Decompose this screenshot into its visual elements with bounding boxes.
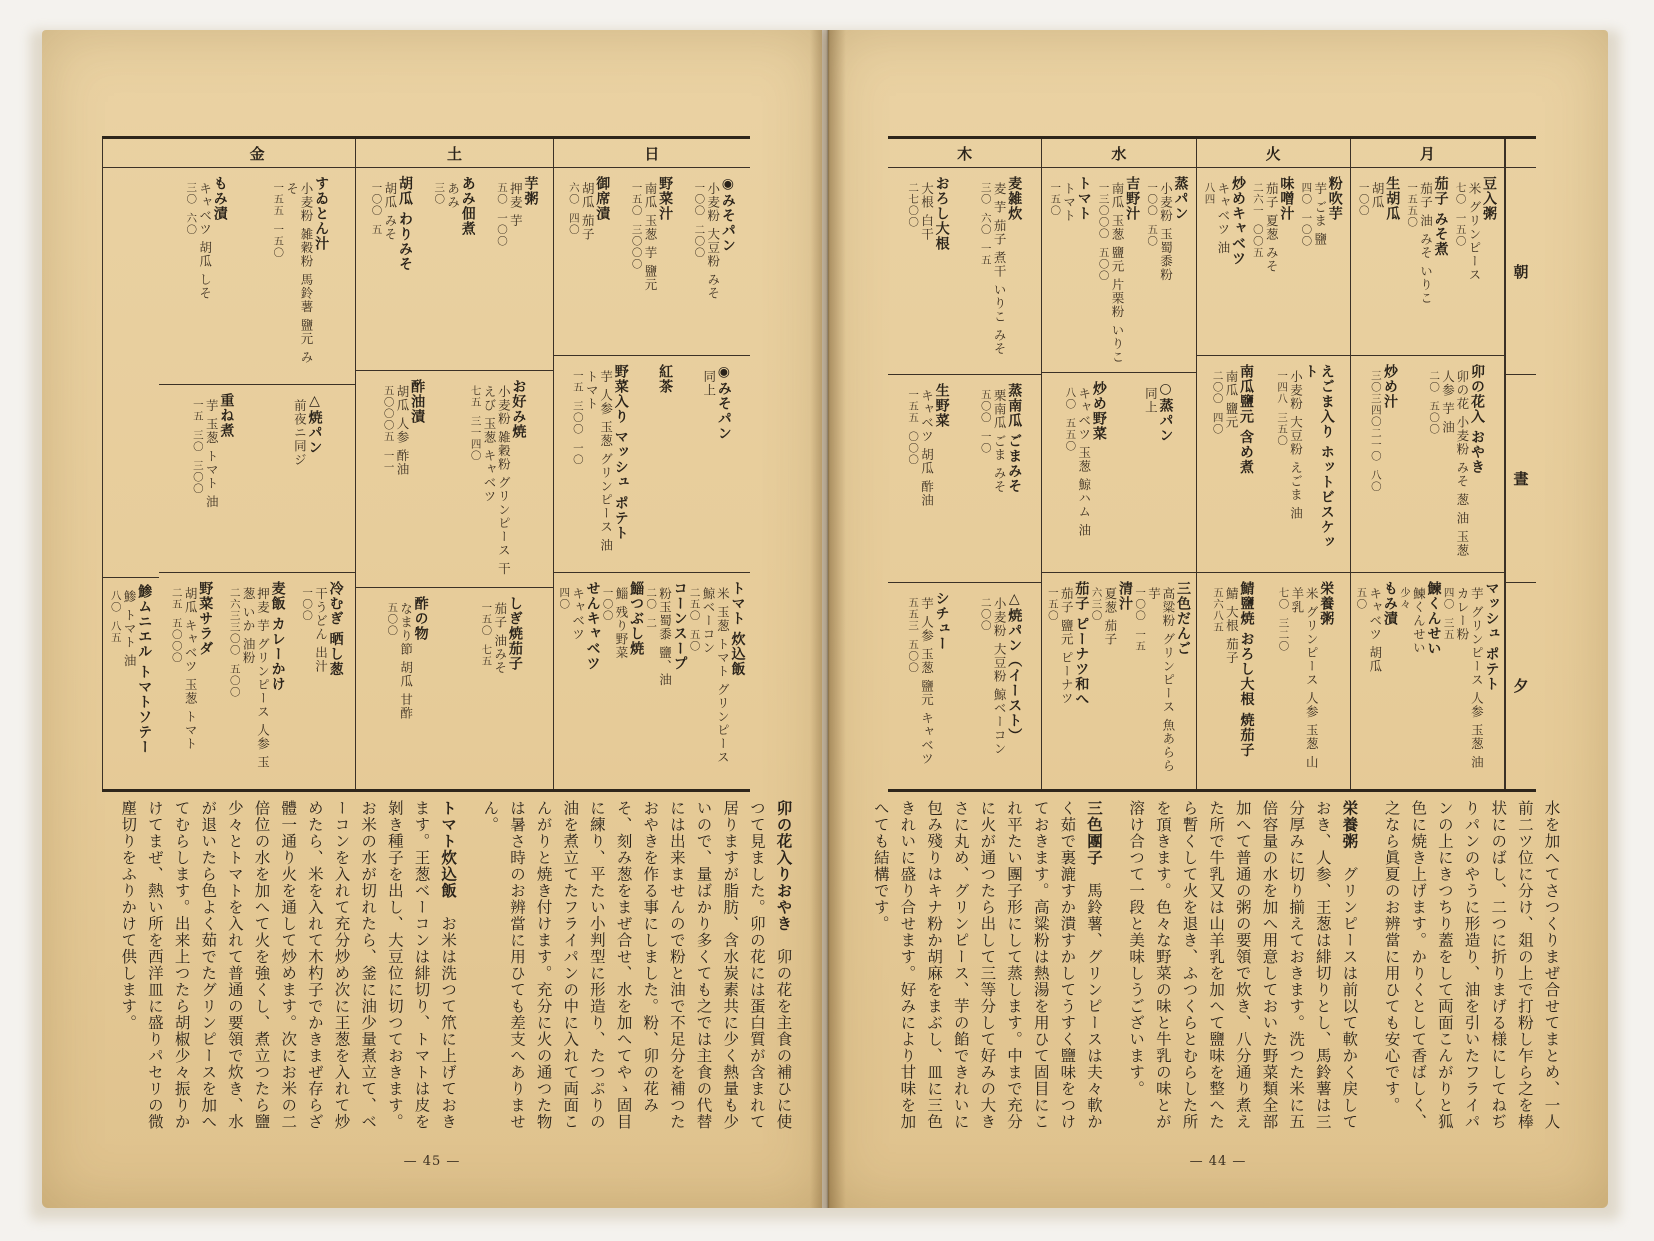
day-header: 木: [888, 139, 1041, 168]
dish-grams: 七〇 一五〇: [1454, 182, 1467, 247]
dish: [701, 364, 731, 564]
page-number: — 44 —: [1189, 1154, 1247, 1169]
dish-name: 卯の花入 おやき: [1468, 364, 1485, 475]
dish-name: 粉吹芋: [1326, 176, 1343, 221]
dish-grams: 一四八 三五〇: [1276, 370, 1289, 447]
right-menu-table: [888, 136, 1536, 792]
dish: [631, 176, 674, 347]
dish-ingredients: 小麦粉 大豆粉 鯨ベーコン: [992, 596, 1008, 756]
dish-name: 三色だんご: [1174, 581, 1191, 656]
dish-ingredients: 高粱粉 グリンピース 魚あらら 芋: [1146, 587, 1176, 773]
dish-grams: 一五 三〇〇 一〇: [571, 370, 584, 466]
dish: [229, 581, 286, 781]
dish-ingredients: 同上: [1143, 386, 1159, 414]
dish-name: あみ佃煮: [459, 176, 476, 236]
dish: [1355, 581, 1398, 781]
lunch-cell: [1042, 373, 1195, 573]
dish-grams: 一五〇 七五: [480, 601, 493, 667]
dish-ingredients: キャベツ 胡瓜 酢油: [919, 389, 935, 508]
extra-col-head: [103, 139, 159, 168]
dish-name: 鰊くんせい: [1425, 581, 1442, 656]
dish: [1276, 364, 1335, 564]
dish-name: 重ね煮: [218, 393, 235, 438]
dish-ingredients: 干うどん 出汁: [313, 587, 329, 673]
dish: [1090, 581, 1133, 781]
dish-grams: 一〇〇 一五: [1134, 587, 1147, 652]
dish-grams: 八四: [1203, 182, 1216, 205]
dish-ingredients: 南瓜 鹽元: [1223, 370, 1239, 429]
dish-grams: 一〇〇 二〇〇: [693, 182, 706, 259]
dish: [602, 581, 645, 781]
dish-ingredients: 大根 白干: [919, 182, 935, 241]
lunch-cell: [554, 356, 750, 573]
dish: [185, 176, 228, 376]
dish: [980, 176, 1023, 366]
dish-ingredients: あみ: [445, 182, 461, 209]
dish-ingredients: 南瓜 玉葱 芋 鹽元: [642, 182, 658, 292]
dish-grams: 二〇 五〇〇: [1428, 370, 1441, 435]
dish-grams: 二〇 二: [645, 587, 658, 629]
dish-name: 味噌汁: [1278, 176, 1295, 221]
dish-name: 茄子 ピーナツ和へ: [1073, 581, 1090, 707]
dish: [1300, 176, 1343, 347]
dish-ingredients: 茄子 夏葱 みそ: [1264, 182, 1280, 273]
day-column-sat: [356, 139, 553, 789]
dish-ingredients: トマト: [1061, 182, 1077, 223]
dish: [558, 581, 601, 781]
dish-ingredients: 同上: [701, 370, 717, 397]
dish-name: 清汁: [1116, 581, 1133, 611]
dish-name: コーンスープ: [671, 581, 688, 671]
dish-ingredients: 茄子 鹽元 ピーナツ: [1059, 587, 1075, 705]
dish-grams: 四〇 三五: [1442, 587, 1455, 641]
dish-name: 酢油漬: [409, 378, 426, 424]
dish: [383, 379, 426, 579]
dish-grams: 六三〇: [1090, 587, 1103, 622]
dish: [1358, 176, 1401, 347]
dish-grams: 五〇〇〇五 一一: [382, 384, 395, 473]
dish-grams: 五〇〇 一〇: [979, 389, 992, 455]
extra-col-blank: [103, 168, 159, 578]
dish-ingredients: キャベツ 油: [1215, 182, 1231, 255]
dish-grams: 一〇〇: [1357, 182, 1370, 217]
dish-name: 胡瓜 わりみそ: [396, 176, 413, 272]
meal-label-head: [1506, 139, 1536, 168]
extra-col-dinner: [103, 578, 159, 789]
dish-name: 生野菜: [933, 383, 950, 429]
dish-name: 野菜入り マッシュ ポテト: [612, 364, 629, 541]
dinner-cell: [1351, 573, 1504, 789]
dish: [1049, 176, 1092, 364]
recipe-heading: 卯の花入りおやき: [774, 800, 793, 932]
dinner-cell: [888, 583, 1041, 789]
dish: [693, 176, 736, 347]
dish-name: 炒めキャベツ: [1229, 176, 1246, 266]
dish: [1455, 176, 1498, 347]
dish-grams: 二〇〇: [979, 596, 992, 632]
dish-ingredients: 鯵 トマト 油: [122, 590, 138, 668]
dish-grams: 三〇 六〇 一五: [979, 182, 992, 266]
recipe-paragraph: [115, 800, 462, 1130]
dish-ingredients: キャベツ: [570, 587, 586, 641]
left-recipe-text: [112, 800, 812, 1130]
dish-name: 酢の物: [412, 595, 429, 641]
dish-name: 炒め汁: [1381, 364, 1398, 409]
dish-grams: 少々: [1398, 587, 1411, 610]
recipe-body: 卯の花を主食の補ひに使つて見ました。卯の花には蛋白質が含まれて居りますが脂肪、含水炭素共に少く熱量も少いので、量ばかり多くても之では主食の代替には出来ませんので粉と油で不足分を補つたおやきを作る事にしました。粉、卯の花みそ、刻み葱をまぜ合せ、水を加へてやゝ固目に練り、平たい小判型に形造り、たつぷりの油を煮立てたフライパンの中に入れて両面こんがりと焼き付けます。充分に火の通つた物は暑さ時のお辨當に用ひても差支へありません。: [481, 800, 793, 1130]
dinner-cell: [356, 588, 552, 790]
recipe-body: 水を加へてさつくりまぜ合せてまとめ、一人前二ツ位に分け、爼の上で打粉し乍ら之を棒状にのばし、二つに折りまげる様にしてねぢりパンのやうに形造り、油を引いたフライパンの上にきつちり蓋をして両面こんがりと狐色に焼き上げます。かりくとして香ばしく、之なら眞夏のお辨當に用ひても安心です。: [1382, 800, 1561, 1130]
recipe-paragraph: [867, 800, 1107, 1130]
dish: [301, 581, 344, 781]
dish-grams: 一〇〇 五〇: [1146, 182, 1159, 247]
dish-ingredients: 南瓜 玉葱 鹽元 片栗粉 いりこ: [1110, 182, 1126, 364]
dish-grams: 二七〇〇: [907, 182, 920, 228]
dish: [110, 584, 153, 784]
recipe-body: グリンピースは前以て軟かく戻しておき、人参、王葱は緋切りとし、馬鈴薯は三分厚みに切り揃えておきます。洗つた米に五倍容量の水を加へ用意しておいた野菜類全部加へて普通の粥の要領で炊き、八分通り煮えた所で牛乳又は山羊乳を加へて鹽味を整へたら暫くして火を退き、ふつくらとむらした所を頂きます。色々な野菜の味と牛乳の味とが溶け合つて一段と美味しうございます。: [1127, 800, 1359, 1130]
recipe-heading: トマト炊込飯: [439, 800, 458, 899]
dish: [433, 176, 476, 362]
dish-name: 冷むぎ 晒し葱: [327, 581, 344, 677]
dish: [192, 393, 235, 564]
dish-ingredients: 米 グリンピース 人参 玉葱 山羊乳: [1289, 587, 1320, 769]
dinner-cell: [1042, 573, 1195, 789]
dish: [1212, 364, 1255, 564]
dish-ingredients: 胡瓜 みそ: [382, 182, 398, 241]
dish-ingredients: キャベツ 玉葱 鯨ハム 油: [1076, 386, 1092, 537]
recipe-body: お米は洗つて笊に上げておきます。王葱ベーコンは緋切り、トマトは皮を剝き種子を出し、大豆位に切つておきます。お米の水が切れたら、釜に油少量煮立て、ベーコンを入れて充分炒め次に王葱を入れて炒めたら、米を入れて木杓子でかきまぜ存らざ體一通り火を通して炒めます。次にお米の二倍位の水を加へて火を強くし、煮立つたら鹽少々とトマトを入れて普通の要領で炊き、水が退いたら色よく茹でたグリンピースを加へてむらします。出来上つたら胡椒少々振りかけてまぜ、熱い所を西洋皿に盛りパセリの微塵切りをふりかけて供します。: [119, 800, 458, 1130]
day-header: 金: [159, 139, 355, 168]
dish-ingredients: 栗南瓜 ごま みそ: [992, 389, 1008, 494]
dish-name: 南瓜鹽元 含め煮: [1238, 364, 1255, 475]
dish-grams: 一五 三〇 三〇〇: [191, 399, 204, 495]
day-column-thu: [888, 139, 1042, 789]
breakfast-cell: [1042, 168, 1195, 373]
dish-name: 御席漬: [594, 176, 611, 221]
dish-name: ◉みそパン: [715, 364, 732, 441]
recipe-heading: 三色團子: [1085, 800, 1103, 866]
dish: [1212, 581, 1255, 781]
right-page: [828, 30, 1608, 1208]
left-page: [42, 30, 822, 1208]
breakfast-cell: [554, 168, 750, 356]
dish-ingredients: 胡瓜: [1370, 182, 1386, 209]
dish-name: 吉野汁: [1124, 176, 1141, 221]
dish-ingredients: 小麦粉 雑穀粉 グリンピース 干えび 玉葱 キャベツ: [481, 384, 512, 575]
dish-ingredients: キャベツ 胡瓜 しそ: [197, 182, 213, 300]
left-extra-column: [102, 139, 159, 789]
lunch-cell: [1351, 356, 1504, 573]
dish-name: ○蒸パン: [1157, 380, 1174, 443]
dish-grams: 八〇 八五: [109, 590, 122, 644]
dish-grams: 一〇〇: [301, 587, 314, 622]
dish-name: 鯵ムニエル トマトソテー: [136, 584, 153, 756]
dish-grams: 五五三 五〇〇: [907, 596, 920, 673]
dish: [907, 591, 950, 781]
dish: [1064, 381, 1107, 564]
dish-grams: 七五 三一四〇: [469, 384, 482, 461]
dish-name: お好み焼: [510, 378, 527, 439]
dish-name: 麦飯 カレーかけ: [269, 581, 286, 692]
dish: [292, 393, 322, 564]
day-header: 月: [1351, 139, 1504, 168]
dish: [1399, 581, 1442, 781]
breakfast-cell: [356, 168, 552, 371]
dish-name: 蒸パン: [1172, 176, 1189, 221]
dish-ingredients: 小麦粉 雑穀粉 馬鈴薯 鹽元 みそ: [284, 182, 314, 364]
dish: [657, 364, 673, 564]
dish-ingredients: 米 グリンピース: [1466, 182, 1482, 282]
dinner-cell: [159, 573, 355, 789]
dish-ingredients: 芋 玉葱 トマト 油: [204, 399, 220, 509]
dish-ingredients: 胡瓜 人参 酢油: [394, 384, 410, 476]
day-header: 土: [356, 139, 552, 168]
day-column-sun: [554, 139, 750, 789]
dish-name: シチュー: [933, 590, 950, 651]
dish: [568, 176, 611, 347]
dish: [1443, 581, 1500, 781]
dish-name: 生胡瓜: [1384, 176, 1401, 221]
dish-name: もみ漬: [211, 176, 228, 221]
dish-name: 蒸南瓜 ごまみそ: [1006, 383, 1023, 495]
dish-grams: 三〇 六〇: [185, 182, 198, 236]
dish-name: おろし大根: [933, 176, 950, 251]
lunch-cell: [159, 385, 355, 573]
breakfast-cell: [888, 168, 1041, 375]
day-header: 火: [1197, 139, 1350, 168]
recipe-body: 馬鈴薯、グリンピースは夫々軟かく茹で裏漉すか潰すかしてうすく鹽味をつけておきます。高粱粉は熱湯を用ひて固目にこれ平たい團子形にして蒸します。中まで充分に火が通つたら出して三等分して好みの大きさに丸め、グリンピース、芋の餡できれいに包み殘りはキナ粉か胡麻をまぶし、皿に三色きれいに盛り合せます。好みにより甘味を加へても結構です。: [871, 800, 1103, 1130]
dish-ingredients: 芋 ごま 鹽: [1312, 182, 1328, 246]
dish-ingredients: 鰊くんせい: [1411, 587, 1427, 655]
dish: [1406, 176, 1449, 347]
dish: [689, 581, 746, 781]
dish-grams: 五六八五: [1212, 587, 1225, 633]
dish-name: せんキャベツ: [584, 581, 601, 671]
dish-name: すゐとん汁: [313, 176, 330, 251]
breakfast-label: 朝: [1506, 168, 1536, 375]
dish: [171, 581, 214, 781]
dish-name: しぎ焼茄子: [506, 595, 523, 671]
breakfast-cell: [1351, 168, 1504, 356]
recipe-heading: 栄養粥: [1340, 800, 1359, 850]
dish-name: トマト 炊込飯: [729, 581, 746, 677]
dish-grams: 一〇〇: [601, 587, 614, 622]
dish: [1428, 364, 1485, 564]
dish: [1146, 176, 1189, 364]
dish-ingredients: 胡瓜 キャベツ 玉葱 トマト: [183, 587, 199, 751]
dish-name: 野菜サラダ: [197, 581, 214, 656]
dish-grams: 二六一 〇〇五: [1251, 182, 1264, 259]
right-recipe-text: [871, 800, 1580, 1130]
dish: [1252, 176, 1295, 347]
dish-grams: 七〇 三二〇: [1277, 587, 1290, 652]
dish-name: 鯖鹽焼 おろし大根 焼茄子: [1238, 581, 1255, 758]
dish-ingredients: 小麦粉 大豆粉 えごま 油: [1288, 370, 1304, 520]
dish-ingredients: 胡瓜 茄子: [580, 182, 596, 241]
dish-grams: 一五五〇: [1406, 182, 1419, 228]
dish-grams: 三〇: [433, 182, 446, 205]
dish-grams: 二六三三〇〇 五〇〇: [228, 587, 241, 698]
dish-grams: 一五五 一五〇: [272, 182, 285, 259]
lunch-cell: [356, 371, 552, 588]
dish-name: 野菜汁: [657, 176, 674, 221]
dish-ingredients: 米 玉葱 トマト グリンピース 鯨ベーコン: [701, 587, 731, 764]
dish-ingredients: キャベツ 胡瓜: [1367, 587, 1383, 673]
dish-grams: 二五〇 五〇: [688, 587, 701, 652]
dish-name: 茄子 みそ煮: [1432, 176, 1449, 257]
breakfast-cell: [159, 168, 355, 385]
dish-grams: 一五〇: [1046, 587, 1059, 622]
dinner-label: 夕: [1513, 677, 1529, 696]
dish-ingredients: 茄子 油みそ: [492, 601, 508, 674]
dish-name: トマト: [1075, 176, 1092, 221]
meal-label-column: [1505, 139, 1536, 789]
dish-ingredients: 鯔 残り野菜: [614, 587, 630, 660]
day-column-tue: [1197, 139, 1351, 789]
dish: [1134, 581, 1191, 781]
dish-name: 鯔つぶし焼: [628, 581, 645, 656]
dish: [980, 591, 1023, 781]
dish-ingredients: 粉玉蜀黍 鹽、油: [657, 587, 673, 687]
day-header: 水: [1042, 139, 1195, 168]
dish-grams: 一〇〇 五: [370, 182, 383, 236]
left-menu-table: [102, 136, 750, 792]
dish-name: 麦雑炊: [1006, 176, 1023, 221]
breakfast-cell: [1197, 168, 1350, 356]
dish-grams: 一五五 〇〇〇: [907, 389, 920, 466]
dish-name: △焼パン（イースト）: [1006, 590, 1023, 743]
dish: [1203, 176, 1246, 347]
dish-name: えごま入り ホットビスケット: [1302, 364, 1335, 550]
dish-ingredients: 小麦粉 玉蜀黍粉: [1158, 182, 1174, 282]
lunch-label: 晝: [1506, 375, 1536, 582]
dish: [572, 364, 629, 564]
dish-name: 豆入粥: [1481, 176, 1498, 221]
dish-grams: 五〇〇: [386, 601, 399, 636]
dish-ingredients: 前夜ニ同ジ: [292, 399, 308, 467]
dish-ingredients: 押麦 芋 グリンピース 人参 玉葱 いか 油粉: [241, 587, 271, 769]
dish-ingredients: 押麦 芋: [508, 182, 524, 228]
day-column-wed: [1042, 139, 1196, 789]
day-header: 日: [554, 139, 750, 168]
lunch-cell: [1197, 356, 1350, 573]
recipe-paragraph: [477, 800, 797, 1130]
dish-ingredients: 茄子 油 みそ いりこ: [1418, 182, 1434, 305]
dish-grams: 八〇 五五〇: [1064, 386, 1077, 452]
dish-ingredients: 麦 芋 茄子 煮干 いりこ みそ: [992, 182, 1008, 356]
dish-grams: 二五 五〇〇〇: [170, 587, 183, 664]
dish: [470, 379, 527, 579]
dish: [1098, 176, 1141, 364]
dish-grams: 六〇 四〇: [567, 182, 580, 236]
dish-ingredients: 芋 人参 玉葱 グリンピース 油 トマト: [584, 370, 614, 552]
dish-ingredients: 卯の花 小麦粉 みそ 葱 油 玉葱 人参 芋 油: [1440, 370, 1470, 557]
dish-grams: 五〇: [1355, 587, 1368, 610]
dish-name: もみ漬: [1381, 581, 1398, 626]
dish-grams: 三〇三四〇二一〇 八〇: [1369, 370, 1382, 493]
dish-name: 紅茶: [657, 364, 674, 394]
dish-name: 芋粥: [522, 176, 539, 206]
recipe-paragraph: [1123, 800, 1363, 1130]
dish: [1047, 581, 1090, 781]
dish: [1370, 364, 1398, 564]
dish-ingredients: 芋 人参 玉葱 鹽元 キャベツ: [919, 596, 935, 766]
dish: [1277, 581, 1334, 781]
dish-ingredients: 小麦粉 大豆粉 みそ: [705, 182, 721, 300]
dish-grams: 一三〇〇〇 五〇〇: [1097, 182, 1110, 282]
recipe-paragraph: [1378, 800, 1565, 1130]
dish-grams: 四〇: [558, 587, 571, 610]
day-column-mon: [1351, 139, 1505, 789]
dish: [645, 581, 688, 781]
dish-name: マッシュ ポテト: [1483, 581, 1500, 692]
dish-grams: 二〇〇 四〇: [1211, 370, 1224, 435]
lunch-cell: [888, 375, 1041, 582]
dish-grams: 一五〇: [1049, 182, 1062, 217]
dish: [907, 176, 950, 366]
dish-name: △焼パン: [306, 393, 323, 455]
dish: [386, 596, 429, 782]
dish-name: ◉みそパン: [719, 176, 736, 253]
dish: [1143, 381, 1173, 564]
dish: [272, 176, 329, 376]
dish: [480, 596, 523, 782]
dinner-cell: [554, 573, 750, 789]
dish-ingredients: 芋 グリンピース 人参 玉葱 油 カレー粉: [1454, 587, 1485, 769]
dish: [370, 176, 413, 362]
day-column-fri: [159, 139, 356, 789]
dish: [980, 383, 1023, 573]
dish-grams: 四〇 一〇〇: [1300, 182, 1313, 247]
dish-name: 栄養粥: [1318, 581, 1335, 626]
dish-ingredients: なまり節 胡瓜 甘酢: [398, 601, 414, 720]
dish-ingredients: 夏葱 茄子: [1102, 587, 1118, 646]
dinner-cell: [1197, 573, 1350, 789]
dish-grams: 五〇 一〇〇: [496, 182, 509, 247]
dish-ingredients: 鯖 大根 茄子: [1224, 587, 1240, 665]
page-number: — 45 —: [403, 1154, 461, 1169]
dish-name: 炒め野菜: [1090, 380, 1107, 441]
book-gutter: [810, 30, 846, 1208]
dish-grams: 一五〇 三〇〇〇: [630, 182, 643, 270]
dish: [907, 383, 950, 573]
dish: [496, 176, 539, 362]
